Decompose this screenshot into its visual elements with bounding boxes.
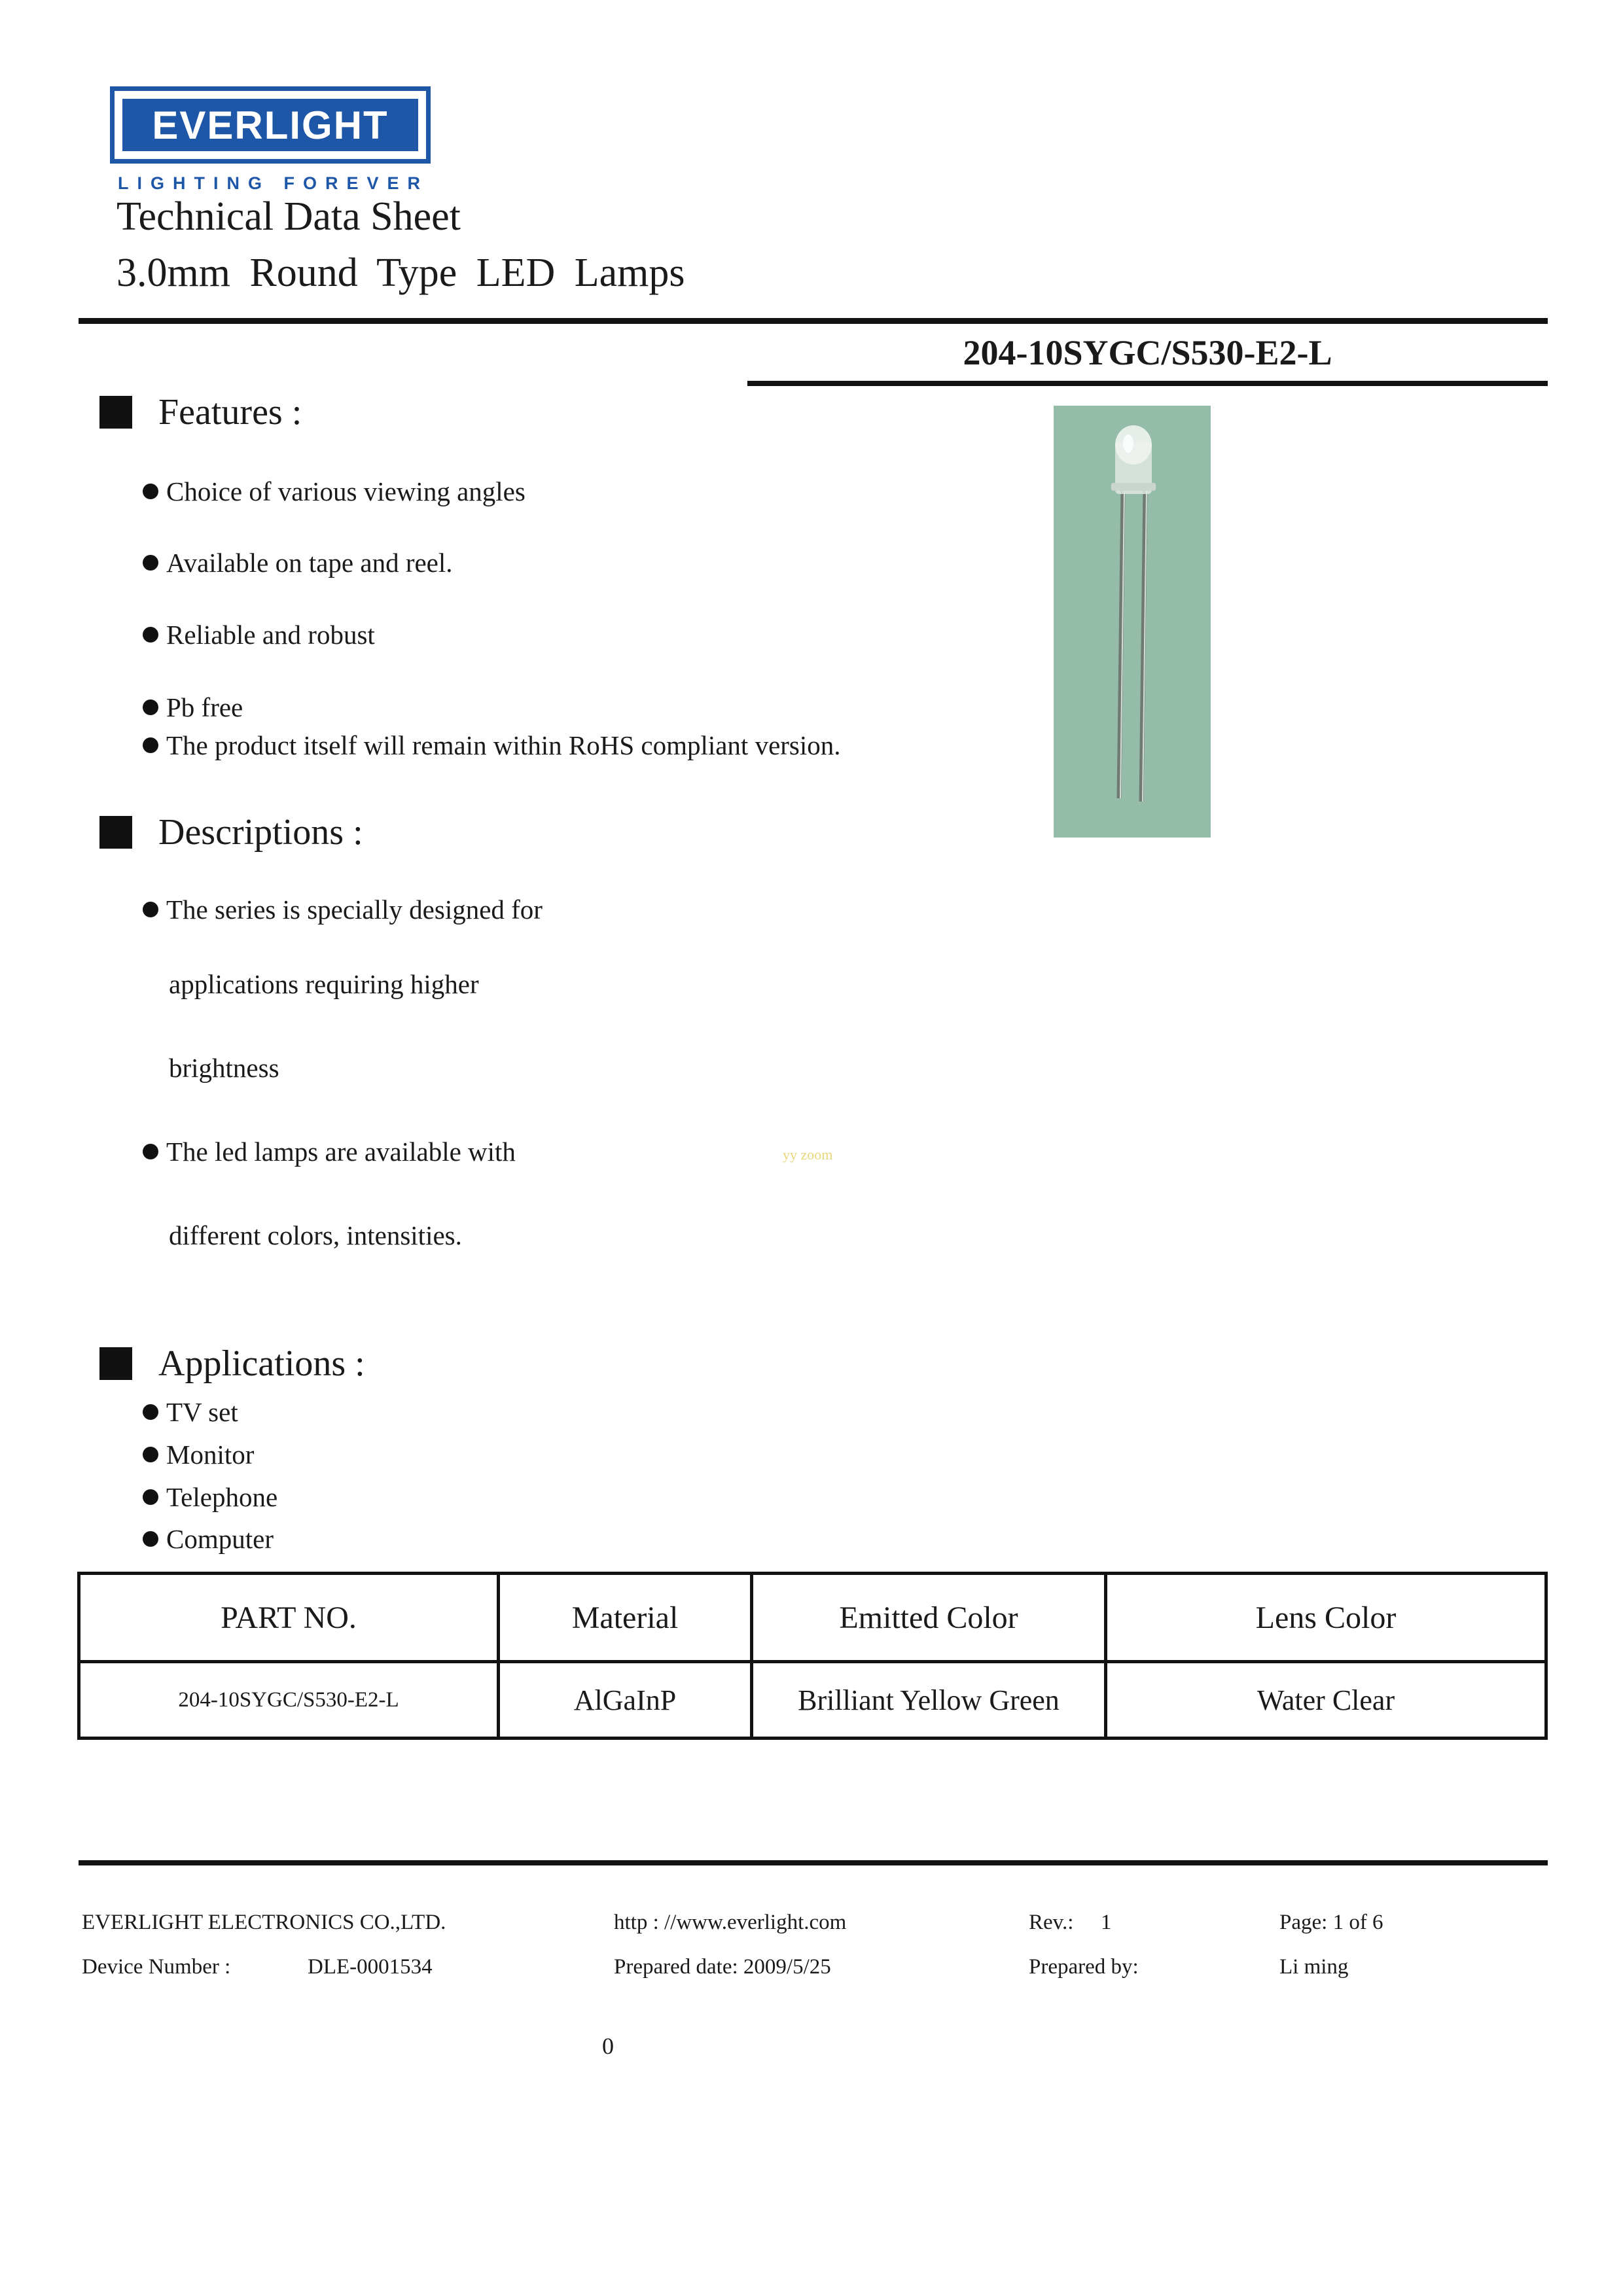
feature-text: Choice of various viewing angles: [166, 476, 526, 506]
bullet-icon: [143, 484, 158, 499]
bullet-icon: [143, 1144, 158, 1159]
bullet-icon: [143, 902, 158, 917]
feature-text: The product itself will remain within RoHS compliant version.: [166, 730, 841, 760]
descriptions-heading-text: Descriptions :: [158, 812, 363, 853]
bullet-icon: [143, 737, 158, 753]
description-text: The series is specially designed for: [166, 894, 543, 925]
application-text: Monitor: [166, 1439, 255, 1470]
bullet-icon: [143, 1489, 158, 1505]
footer-prepared-date: Prepared date: 2009/5/25: [614, 1955, 831, 1979]
table-header-row: [79, 1574, 1546, 1662]
application-text: Telephone: [166, 1482, 278, 1512]
description-continuation: applications requiring higher: [169, 969, 479, 999]
bullet-icon: [143, 1404, 158, 1420]
list-item: [143, 619, 375, 650]
footer-rev-value: 1: [1101, 1911, 1112, 1934]
bullet-icon: [143, 1531, 158, 1547]
list-item: [143, 692, 243, 723]
table-header-cell: PART NO.: [79, 1574, 499, 1662]
descriptions-heading: [99, 811, 363, 853]
applications-heading: [99, 1343, 365, 1385]
feature-text: Pb free: [166, 692, 243, 722]
part-number-divider: [747, 381, 1548, 386]
bullet-icon: [143, 555, 158, 571]
footer-divider: [79, 1860, 1548, 1865]
description-text: The led lamps are available with: [166, 1137, 516, 1167]
bullet-icon: [143, 1447, 158, 1462]
table-cell: Brilliant Yellow Green: [752, 1662, 1106, 1739]
footer-page: Page: 1 of 6: [1279, 1911, 1383, 1934]
list-item: [143, 1523, 274, 1555]
bullet-icon: [143, 699, 158, 715]
table-cell: AlGaInP: [499, 1662, 752, 1739]
footer-prepared-by-value: Li ming: [1279, 1955, 1349, 1979]
led-lamp-photo: [1054, 406, 1211, 838]
logo-wordmark: EVERLIGHT: [122, 99, 418, 151]
table-header-cell: Emitted Color: [752, 1574, 1106, 1662]
footer-company: EVERLIGHT ELECTRONICS CO.,LTD.: [82, 1911, 446, 1934]
description-continuation: different colors, intensities.: [169, 1220, 462, 1250]
table-cell: Water Clear: [1106, 1662, 1546, 1739]
logo-tagline: LIGHTING FOREVER: [118, 173, 429, 193]
everlight-logo: [110, 86, 431, 164]
list-item: [143, 1136, 516, 1167]
square-bullet-icon: [99, 1347, 132, 1380]
footer-rev-label: Rev.:: [1029, 1911, 1074, 1934]
table-row: [79, 1662, 1546, 1739]
part-number-heading: 204-10SYGC/S530-E2-L: [963, 333, 1332, 372]
footer-device-value: DLE-0001534: [308, 1955, 433, 1979]
feature-text: Available on tape and reel.: [166, 548, 453, 578]
list-item: [143, 1396, 238, 1428]
description-continuation: brightness: [169, 1053, 279, 1083]
footer-device-label: Device Number :: [82, 1955, 231, 1979]
list-item: [143, 1439, 254, 1470]
list-item: [143, 547, 453, 578]
stray-text: yy zoom: [783, 1146, 833, 1163]
list-item: [143, 1481, 277, 1513]
list-item: [143, 730, 841, 761]
features-heading: [99, 391, 302, 433]
square-bullet-icon: [99, 396, 132, 429]
application-text: Computer: [166, 1524, 274, 1554]
features-heading-text: Features :: [158, 392, 302, 433]
square-bullet-icon: [99, 816, 132, 849]
feature-text: Reliable and robust: [166, 620, 375, 650]
table-header-cell: Lens Color: [1106, 1574, 1546, 1662]
list-item: [143, 476, 526, 507]
table-header-cell: Material: [499, 1574, 752, 1662]
spec-table: [77, 1572, 1548, 1740]
header-divider: [79, 318, 1548, 324]
footer-prepared-by-label: Prepared by:: [1029, 1955, 1139, 1979]
list-item: [143, 894, 543, 925]
document-subtitle: 3.0mm Round Type LED Lamps: [116, 251, 685, 295]
bullet-icon: [143, 627, 158, 643]
footer-url: http : //www.everlight.com: [614, 1911, 847, 1934]
document-title: Technical Data Sheet: [116, 194, 461, 239]
table-cell: 204-10SYGC/S530-E2-L: [79, 1662, 499, 1739]
application-text: TV set: [166, 1397, 238, 1427]
page-number: 0: [602, 2033, 614, 2059]
applications-heading-text: Applications :: [158, 1343, 365, 1384]
